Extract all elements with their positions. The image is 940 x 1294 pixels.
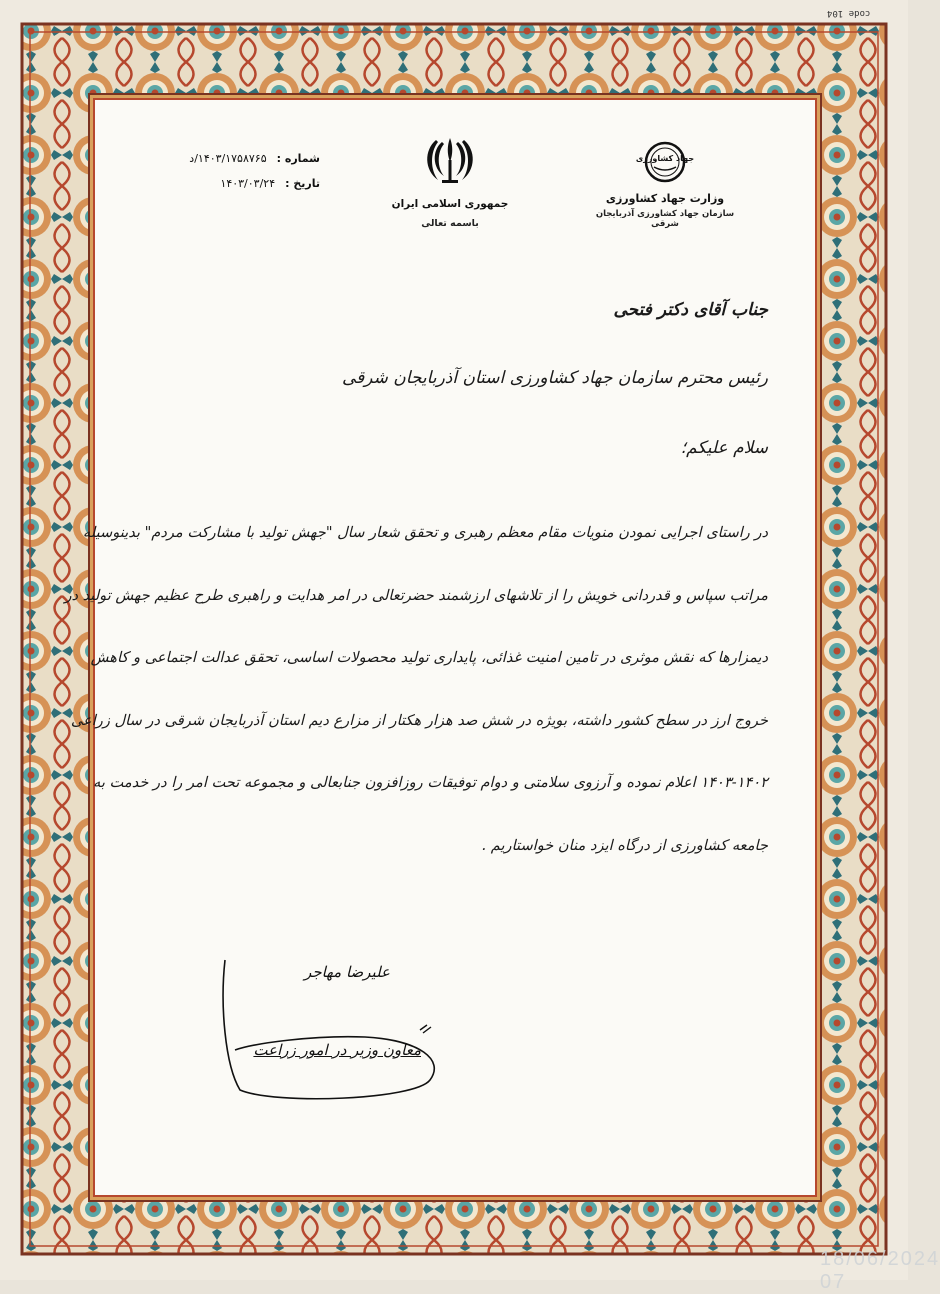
letter-number-row [140,152,320,165]
number-value: ۱۴۰۳/۱۷۵۸۷۶۵/د [189,152,267,165]
form-code: code 104 [826,8,870,18]
ministry-name: وزارت جهاد کشاورزی [605,192,725,205]
letter-date-row [140,177,320,190]
ministry-logo-text: جهاد کشاورزی [635,154,695,163]
body-line: خروج ارز در سطح کشور داشته، بویژه در شش صد هزار هکتار از مزارع دیم استان آذربایجان شرقی در سال زراعی [70,711,768,729]
greeting: سلام علیکم؛ [680,438,768,458]
date-value: ۱۴۰۳/۰۳/۲۴ [220,177,276,190]
body-line: ۱۴۰۳-۱۴۰۲ اعلام نموده و آرزوی سلامتی و دوام توفیقات روزافزون جنابعالی و مجموعه تحت امر را در خدمت به [93,774,768,791]
number-label: شماره : [276,152,320,165]
letter-meta [140,152,320,202]
body-paragraph [64,502,768,877]
capture-date-stamp: 18/06/2024 07 [820,1248,940,1293]
organization-name: سازمان جهاد کشاورزی آذربایجان شرقی [595,209,735,229]
signer-name: علیرضا مهاجر [304,963,390,981]
addressee: جناب آقای دکتر فتحی [613,300,768,320]
country-name: جمهوری اسلامی ایران [391,198,509,210]
body-line: در راستای اجرایی نمودن منویات مقام معظم رهبری و تحقق شعار سال "جهش تولید با مشارکت مردم" بدینوسیله [82,524,768,541]
invocation: باسمه تعالی [421,218,479,229]
addressee-title: رئیس محترم سازمان جهاد کشاورزی استان آذربایجان شرقی [341,368,768,388]
body-line: مراتب سپاس و قدردانی خویش را از تلاشهای ارزشمند حضرتعالی در امر هدایت و راهبری طرح عظیم جهش تولید در [64,586,768,604]
ministry-header [590,140,740,229]
iran-emblem-icon [420,130,480,190]
ministry-logo [636,140,694,184]
body-line: دیمزارها که نقش موثری در تامین امنیت غذائی، پایداری تولید محصولات اساسی، تحقق عدالت اجتماعی و کاهش [90,649,768,666]
signer-title: معاون وزیر در امور زراعت [253,1041,421,1059]
date-label: تاریخ : [285,177,320,190]
signature-block [215,955,445,1105]
body-line: جامعه کشاورزی از درگاه ایزد منان خواستاریم . [481,836,768,854]
state-header [385,130,515,229]
